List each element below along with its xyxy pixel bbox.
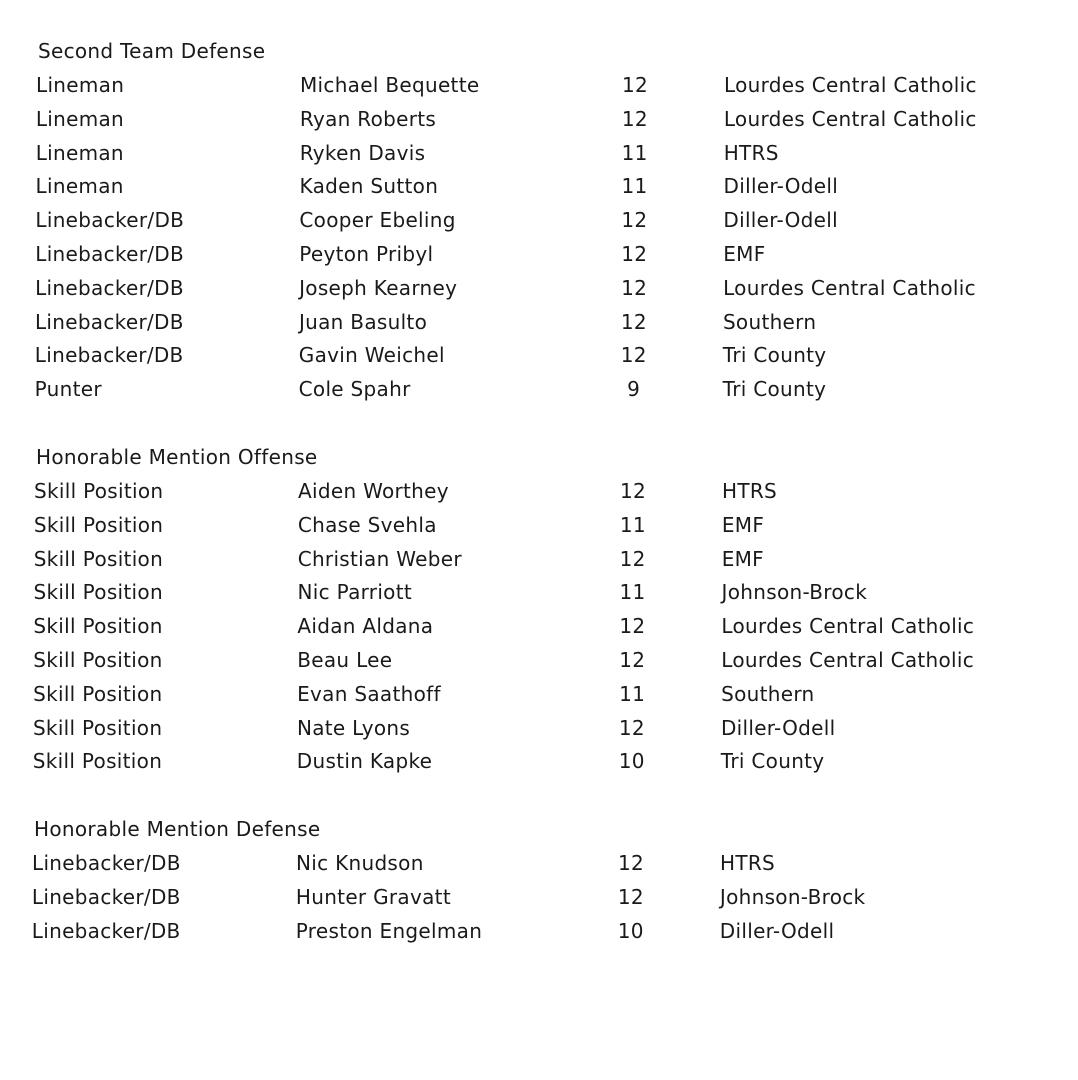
table-row	[35, 307, 1078, 337]
school-cell: Lourdes Central Catholic	[723, 106, 977, 131]
table-row	[34, 544, 1078, 574]
position-cell: Skill Position	[33, 580, 163, 605]
table-row	[32, 916, 1078, 946]
school-cell: Lourdes Central Catholic	[721, 614, 975, 639]
position-cell: Skill Position	[33, 512, 164, 537]
school-cell: Southern	[722, 309, 817, 334]
school-cell: Diller-Odell	[720, 715, 836, 740]
school-cell: EMF	[721, 512, 765, 537]
player-name-cell: Chase Svehla	[297, 512, 437, 537]
school-cell: Southern	[721, 681, 815, 706]
player-name-cell: Nate Lyons	[296, 715, 411, 740]
position-cell: Punter	[34, 377, 102, 402]
table-row	[36, 104, 1078, 134]
position-cell: Lineman	[36, 73, 125, 97]
position-cell: Skill Position	[33, 681, 163, 706]
player-name-cell: Aiden Worthey	[298, 479, 449, 503]
grade-cell: 12	[621, 242, 648, 266]
player-name-cell: Aidan Aldana	[297, 614, 434, 639]
school-cell: Lourdes Central Catholic	[724, 73, 977, 97]
table-row	[32, 848, 1078, 878]
position-cell: Linebacker/DB	[31, 918, 181, 943]
table-row	[32, 882, 1078, 912]
table-row	[35, 205, 1078, 235]
grade-cell: 12	[620, 343, 647, 368]
grade-cell: 12	[619, 614, 646, 639]
grade-cell: 12	[619, 648, 646, 672]
school-cell: HTRS	[723, 140, 779, 165]
table-row	[36, 70, 1078, 100]
school-cell: Tri County	[720, 749, 825, 774]
position-cell: Linebacker/DB	[31, 884, 181, 909]
table-row	[35, 340, 1078, 370]
player-name-cell: Nic Parriott	[297, 580, 413, 605]
position-cell: Skill Position	[33, 546, 164, 571]
grade-cell: 12	[619, 479, 647, 503]
position-cell: Linebacker/DB	[34, 343, 184, 368]
position-cell: Skill Position	[32, 749, 163, 774]
table-row	[35, 273, 1078, 303]
school-cell: Tri County	[722, 377, 827, 402]
player-name-cell: Beau Lee	[297, 648, 393, 672]
player-name-cell: Preston Engelman	[295, 918, 483, 943]
school-cell: HTRS	[720, 851, 776, 875]
grade-cell: 10	[617, 918, 644, 943]
grade-cell: 11	[621, 140, 648, 165]
player-name-cell: Cole Spahr	[298, 377, 411, 402]
school-cell: Lourdes Central Catholic	[723, 275, 976, 300]
section-title: Honorable Mention Defense	[34, 817, 321, 841]
player-name-cell: Gavin Weichel	[298, 343, 445, 368]
player-name-cell: Kaden Sutton	[299, 174, 439, 199]
player-name-cell: Joseph Kearney	[299, 275, 458, 300]
grade-cell: 12	[617, 884, 644, 909]
school-cell: HTRS	[722, 479, 778, 503]
position-cell: Skill Position	[33, 614, 163, 639]
position-cell: Linebacker/DB	[35, 275, 184, 300]
grade-cell: 11	[619, 580, 646, 605]
table-row	[33, 679, 1078, 709]
grade-cell: 11	[619, 512, 646, 537]
player-name-cell: Hunter Gravatt	[295, 884, 451, 909]
player-name-cell: Christian Weber	[297, 546, 462, 571]
school-cell: Tri County	[722, 343, 827, 368]
table-row	[34, 476, 1078, 506]
school-cell: Johnson-Brock	[721, 580, 868, 605]
player-name-cell: Dustin Kapke	[296, 749, 433, 774]
position-cell: Skill Position	[33, 648, 163, 672]
section-title: Honorable Mention Offense	[36, 445, 318, 469]
player-name-cell: Michael Bequette	[300, 73, 480, 97]
table-row	[36, 138, 1078, 168]
grade-cell: 12	[620, 309, 647, 334]
grade-cell: 12	[621, 208, 648, 233]
school-cell: Diller-Odell	[719, 918, 835, 943]
player-name-cell: Ryan Roberts	[299, 106, 437, 131]
position-cell: Lineman	[35, 106, 125, 131]
grade-cell: 12	[621, 73, 649, 97]
table-row	[35, 239, 1078, 269]
grade-cell: 9	[627, 377, 641, 402]
player-name-cell: Juan Basulto	[298, 309, 428, 334]
grade-cell: 11	[619, 681, 646, 706]
table-row	[36, 171, 1078, 201]
grade-cell: 12	[617, 851, 645, 875]
grade-cell: 10	[618, 749, 645, 774]
school-cell: Diller-Odell	[723, 208, 838, 233]
school-cell: Diller-Odell	[723, 174, 839, 199]
table-row	[34, 577, 1078, 607]
position-cell: Linebacker/DB	[32, 851, 181, 875]
grade-cell: 12	[621, 106, 648, 131]
player-name-cell: Cooper Ebeling	[299, 208, 456, 233]
grade-cell: 12	[619, 546, 646, 571]
school-cell: EMF	[721, 546, 764, 571]
grade-cell: 12	[618, 715, 645, 740]
table-row	[33, 645, 1078, 675]
position-cell: Linebacker/DB	[35, 208, 185, 233]
player-name-cell: Evan Saathoff	[297, 681, 441, 706]
table-row	[33, 746, 1078, 776]
position-cell: Linebacker/DB	[34, 309, 184, 334]
position-cell: Linebacker/DB	[35, 242, 185, 266]
section-title: Second Team Defense	[38, 39, 266, 63]
school-cell: Lourdes Central Catholic	[721, 648, 975, 672]
player-name-cell: Nic Knudson	[296, 851, 424, 875]
player-name-cell: Ryken Davis	[299, 140, 426, 165]
school-cell: EMF	[723, 242, 766, 266]
grade-cell: 12	[621, 275, 648, 300]
position-cell: Skill Position	[34, 479, 164, 503]
position-cell: Lineman	[35, 174, 124, 199]
school-cell: Johnson-Brock	[719, 884, 866, 909]
grade-cell: 11	[621, 174, 648, 199]
table-row	[35, 374, 1078, 404]
table-row	[33, 713, 1078, 743]
position-cell: Lineman	[35, 140, 124, 165]
table-row	[33, 611, 1078, 641]
player-name-cell: Peyton Pribyl	[299, 242, 434, 266]
position-cell: Skill Position	[32, 715, 163, 740]
table-row	[34, 510, 1078, 540]
